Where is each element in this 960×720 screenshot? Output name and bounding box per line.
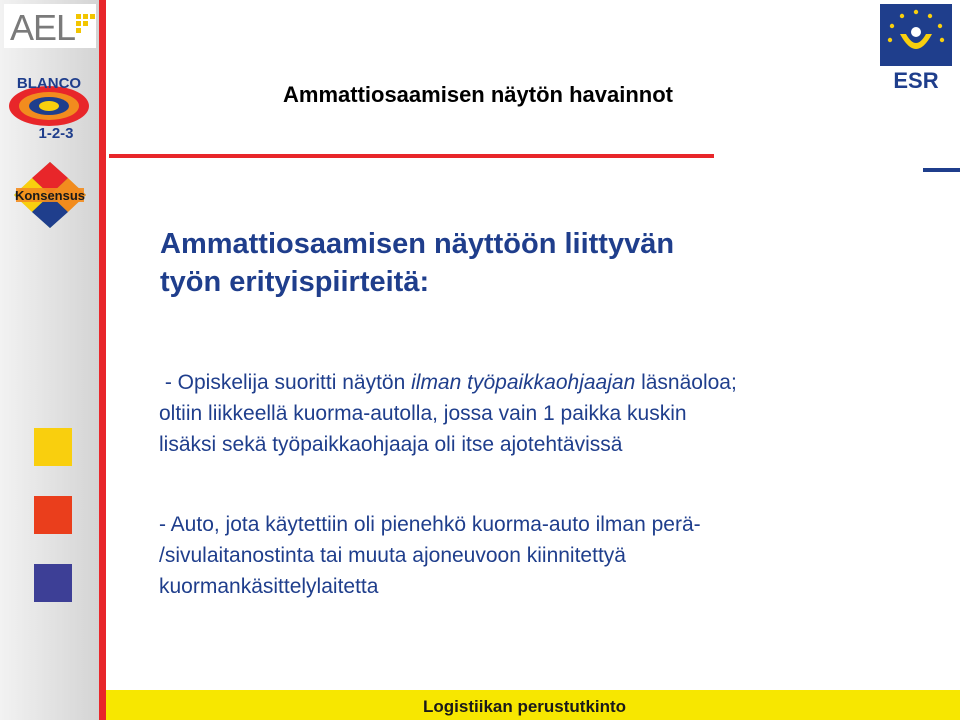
blue-square <box>34 564 72 602</box>
esr-logo-text: ESR <box>893 68 939 90</box>
ael-logo-text: AEL <box>10 7 76 48</box>
paragraph-1-line-2: oltiin liikkeellä kuorma-autolla, jossa vain 1 paikka kuskin <box>159 402 687 425</box>
paragraph-1-text-b: läsnäoloa; <box>635 371 737 394</box>
blanco-logo <box>6 64 92 144</box>
header-red-rule <box>109 154 714 158</box>
esr-logo <box>880 4 952 90</box>
slide-title-line-1: Ammattiosaamisen näyttöön liittyvän <box>160 228 675 260</box>
paragraph-1 <box>159 367 939 460</box>
header-title: Ammattiosaamisen näytön havainnot <box>283 82 673 107</box>
ael-logo <box>4 4 96 48</box>
paragraph-1-text-a: - Opiskelija suoritti näytön <box>159 371 412 394</box>
paragraph-1-emphasis: ilman työpaikkaohjaajan <box>411 371 636 394</box>
paragraph-1-line-3: lisäksi sekä työpaikkaohjaaja oli itse ajotehtävissä <box>159 433 623 456</box>
konsensus-logo <box>12 160 88 230</box>
paragraph-1-line-1 <box>159 367 939 398</box>
slide-title-line-2: työn erityispiirteitä: <box>160 266 430 298</box>
red-square <box>34 496 72 534</box>
header-blue-rule <box>923 168 960 172</box>
paragraph-2-line-2: /sivulaitanostinta tai muuta ajoneuvoon kiinnitettyä <box>159 544 626 567</box>
sidebar-divider <box>99 0 106 720</box>
yellow-square <box>34 428 72 466</box>
paragraph-2 <box>159 509 939 602</box>
paragraph-2-line-3: kuormankäsittelylaitetta <box>159 575 379 598</box>
footer-text: Logistiikan perustutkinto <box>423 697 627 716</box>
left-sidebar <box>0 0 99 720</box>
blanco-logo-number: 1-2-3 <box>38 125 74 142</box>
konsensus-logo-text: Konsensus <box>14 188 86 203</box>
blanco-logo-text: BLANCO <box>16 75 82 92</box>
paragraph-2-line-1: - Auto, jota käytettiin oli pienehkö kuorma-auto ilman perä- <box>159 513 701 536</box>
slide-title <box>160 225 900 301</box>
